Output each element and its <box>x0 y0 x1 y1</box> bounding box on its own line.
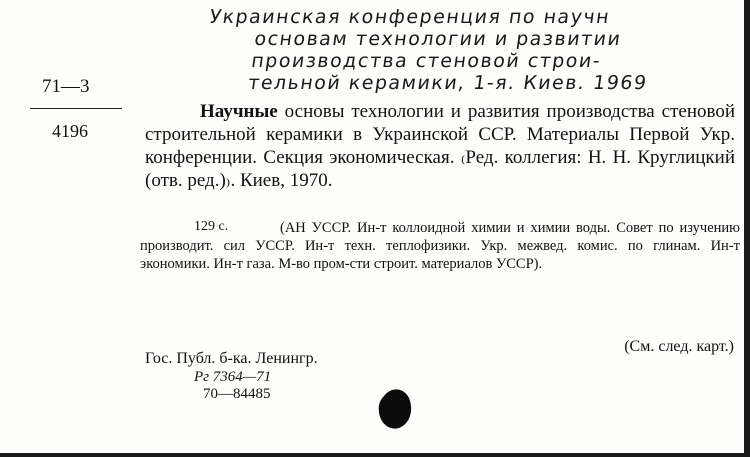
handwritten-line: Украинская конференция по научн <box>208 6 612 28</box>
notes-text: (АН УССР. Ин-т коллоидной химии и химии воды. Совет по изучению производит. сил УССР. Ин-т техн. теплофизики. Укр. межвед. комис. по глинам. Ин-т экономики. Ин-т газа. М-во пром-сти строит. материалов УССР). <box>140 220 740 272</box>
bibliographic-entry <box>145 100 735 192</box>
accession-number: 4196 <box>52 121 88 141</box>
continued-note: (См. след. карт.) <box>624 338 734 355</box>
scan-edge-right <box>744 0 750 457</box>
page-count: 129 с. <box>194 219 229 234</box>
entry-lead-word: Научные <box>200 101 278 122</box>
handwritten-line: тельной керамики, 1-я. Киев. 1969 <box>246 72 650 94</box>
ink-blot <box>379 389 411 428</box>
shelf-divider <box>30 108 122 109</box>
series-notes <box>140 219 740 273</box>
handwritten-line: производства стеновой строи- <box>249 50 603 72</box>
handwritten-line: основам технологии и развитии <box>253 28 623 50</box>
shelf-mark: 71—3 <box>42 76 90 97</box>
entry-body: основы технологии и развития производства стеновой строительной керамики в Украинской ССР. Материалы Первой Укр. конференции. Секция экономическая. ₍Ред. коллегия: Н. Н. Круглицкий (отв. ред.)₎. Киев, 1970. <box>145 101 735 191</box>
scan-edge-bottom <box>0 453 750 457</box>
library-name: Гос. Публ. б-ка. Ленингр. <box>145 350 318 367</box>
call-number: Рг 7364—71 <box>194 369 272 385</box>
handwritten-heading <box>199 6 750 94</box>
registration-number: 70—84485 <box>203 386 271 402</box>
